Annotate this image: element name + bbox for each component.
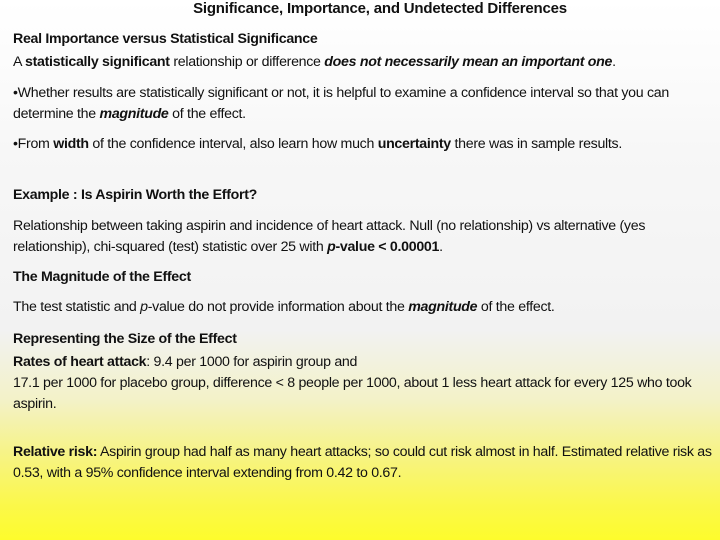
text: of the effect. (477, 299, 555, 315)
paragraph-rates (13, 352, 713, 415)
text: A (13, 54, 26, 70)
heading-magnitude: The Magnitude of the Effect (13, 269, 191, 285)
heading-size-of-effect: Representing the Size of the Effect (13, 331, 237, 347)
paragraph-relative-risk (13, 442, 713, 484)
text: 17.1 per 1000 for placebo group, difference < 8 people per 1000, about 1 less heart attack for every 125 who took aspirin. (13, 375, 692, 412)
text: : 9.4 per 1000 for aspirin group and (146, 354, 358, 370)
paragraph-significance (13, 52, 713, 73)
italic-p: p (140, 299, 148, 315)
emphasis-width: width (53, 136, 89, 152)
text: Aspirin group had half as many heart attacks; so could cut risk almost in half. Estimated relative risk as 0.53, with a 95% confidence interval extending from 0.42 to 0.67. (13, 444, 712, 481)
slide-title: Significance, Importance, and Undetected Differences (193, 0, 567, 17)
emphasis-not-important: does not necessarily mean an important one (324, 54, 613, 70)
emphasis-statistically-significant: statistically significant (25, 54, 170, 70)
bullet-width (13, 134, 713, 155)
paragraph-magnitude (13, 297, 713, 318)
text: . (439, 239, 443, 255)
text: of the effect. (168, 106, 246, 122)
label-relative-risk: Relative risk: (13, 444, 98, 460)
text: -value do not provide information about the (147, 299, 409, 315)
text: . (612, 54, 616, 70)
text: •Whether results are statistically significant or not, it is helpful to examine a confidence interval so that you can determine the (13, 85, 669, 122)
text: Relationship between taking aspirin and incidence of heart attack. Null (no relationship) vs alternative (yes relationship), chi-squared (test) statistic over 25 with (13, 218, 646, 255)
paragraph-aspirin (13, 216, 713, 258)
emphasis-p-value: -value < 0.00001 (335, 239, 440, 255)
label-rates: Rates of heart attack (13, 354, 147, 370)
text: relationship or difference (169, 54, 325, 70)
heading-aspirin-example: Example : Is Aspirin Worth the Effort? (13, 187, 257, 203)
emphasis-magnitude: magnitude (408, 299, 478, 315)
emphasis-p: p (327, 239, 336, 255)
text: The test statistic and (13, 299, 141, 315)
bullet-confidence-interval (13, 83, 713, 125)
text: •From (13, 136, 54, 152)
emphasis-uncertainty: uncertainty (377, 136, 451, 152)
text: of the confidence interval, also learn how much (88, 136, 378, 152)
emphasis-magnitude: magnitude (99, 106, 169, 122)
heading-real-importance: Real Importance versus Statistical Significance (13, 31, 318, 47)
text: there was in sample results. (450, 136, 622, 152)
